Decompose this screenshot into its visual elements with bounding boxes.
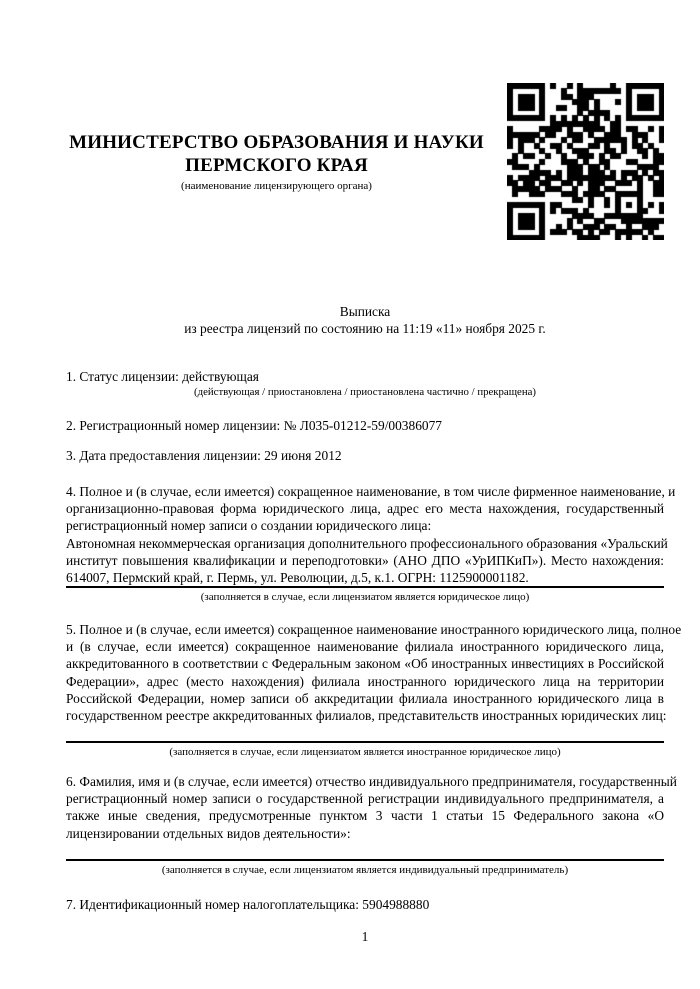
paragraph-line: 6. Фамилия, имя и (в случае, если имеется) отчество индивидуального предпринимателя, государственный [66,774,677,789]
document-title [66,303,664,337]
item-6-caption: (заполняется в случае, если лицензиатом является индивидуальный предприниматель) [161,863,569,876]
paragraph-line: Российской Федерации, номер записи об аккредитации филиала иностранного юридического лица в [66,690,664,706]
ministry-name-line1: МИНИСТЕРСТВО ОБРАЗОВАНИЯ И НАУКИ [69,131,484,153]
item-1-caption: (действующая / приостановлена / приостановлена частично / прекращена) [194,386,536,399]
title-line2: из реестра лицензий по состоянию на 11:19 «11» ноября 2025 г. [184,321,546,336]
paragraph-line: Федерации», адрес (место нахождения) филиала иностранного юридического лица на территории [66,673,664,689]
paragraph-line: 614007, Пермский край, г. Пермь, ул. Революции, д.5, к.1. ОГРН: 1125900001182. [66,570,529,586]
item-3-text: 3. Дата предоставления лицензии: 29 июня 2012 [66,448,342,463]
item-1-text: 1. Статус лицензии: действующая [66,369,259,384]
fill-in-line [66,859,664,861]
item-6-individual-entrepreneur [66,773,677,877]
paragraph-line: также иные сведения, предусмотренные пунктом 3 части 1 статьи 15 Федерального закона «О [66,808,664,824]
item-5-caption: (заполняется в случае, если лицензиатом является иностранное юридическое лицо) [169,746,561,759]
licensing-authority-caption: (наименование лицензирующего органа) [181,179,372,192]
document-header [66,83,664,240]
title-line1: Выписка [339,304,391,319]
paragraph-line: 4. Полное и (в случае, если имеется) сокращенное наименование, в том числе фирменное наименование, и [66,484,676,499]
item-7-taxpayer-number [66,896,664,913]
item-1-license-status [66,368,664,399]
paragraph-line: регистрационный номер записи о создании юридического лица: [66,518,432,534]
fill-in-line [66,741,664,743]
paragraph-line: и (в случае, если имеется) сокращенное наименование филиала иностранного юридического лица, [66,639,664,655]
item-3-license-date [66,447,664,464]
qr-code-icon [507,83,664,240]
item-2-registration-number [66,417,664,434]
page-number: 1 [361,929,369,944]
paragraph-line: Автономная некоммерческая организация дополнительного профессионального образования «Уральский [66,535,668,551]
item-2-text: 2. Регистрационный номер лицензии: № Л035-01212-59/00386077 [66,418,442,433]
paragraph-line: регистрационный номер записи о государственной регистрации индивидуального предпринимателя, а [66,791,664,807]
paragraph-line: 5. Полное и (в случае, если имеется) сокращенное наименование иностранного юридического лица, полное [66,622,682,637]
paragraph-line: институт повышения квалификации и переподготовки» (АНО ДПО «УрИПКиП»). Место нахождения: [66,552,664,568]
item-7-text: 7. Идентификационный номер налогоплательщика: 5904988880 [66,897,430,912]
paragraph-line: лицензировании отдельных видов деятельности»: [66,825,351,841]
paragraph-line: организационно-правовая форма юридического лица, адрес его места нахождения, государственный [66,501,664,517]
item-5-foreign-entity [66,621,682,759]
paragraph-line: аккредитованного в соответствии с Федеральным законом «Об иностранных инвестициях в Российской [66,656,664,672]
ministry-name-line2: ПЕРМСКОГО КРАЯ [185,154,368,176]
item-4-legal-entity [66,483,676,604]
licensing-authority-block [66,131,487,193]
item-4-caption: (заполняется в случае, если лицензиатом является юридическое лицо) [200,591,530,604]
fill-in-line [66,586,664,588]
paragraph-line: государственном реестре аккредитованных филиалов, представительств иностранных юридических лиц: [66,708,667,724]
